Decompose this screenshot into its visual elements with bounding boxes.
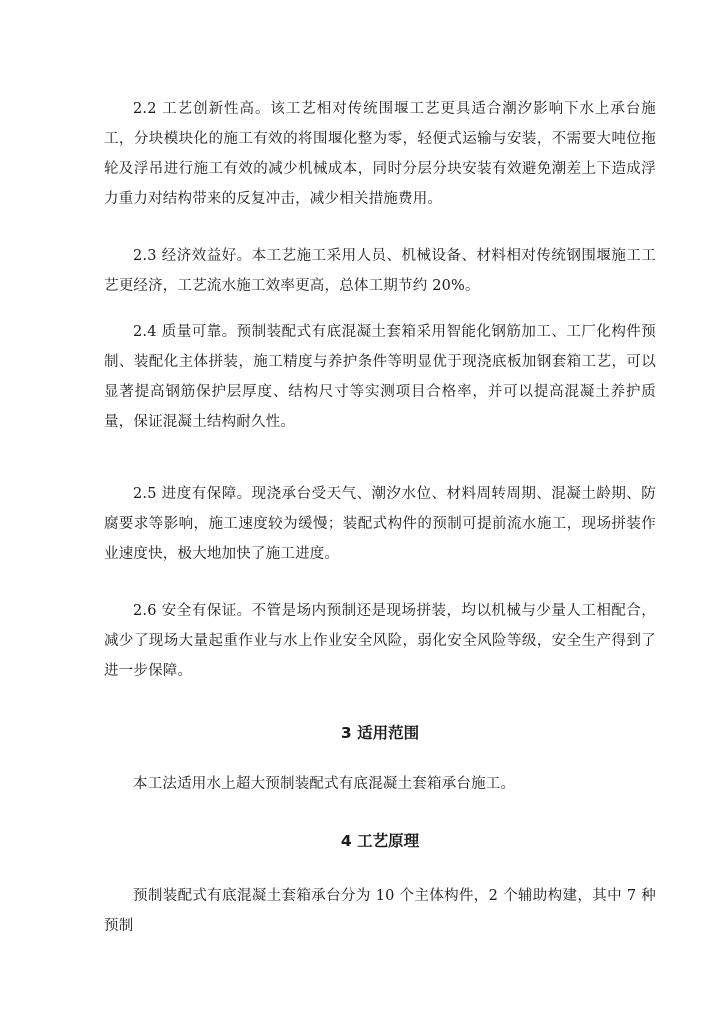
section-heading-3: 3 适用范围 <box>340 724 420 742</box>
paragraph-2-2: 2.2 工艺创新性高。该工艺相对传统围堰工艺更具适合潮汐影响下水上承台施工，分块模块化的施工有效的将围堰化整为零，轻便式运输与安装，不需要大吨位拖轮及浮吊进行施工有效的减少机械成本，同时分层分块安装有效避免潮差上下造成浮力重力对结构带来的反复冲击，减少相关措施费用。 <box>104 101 656 207</box>
paragraph-2-4: 2.4 质量可靠。预制装配式有底混凝土套箱采用智能化钢筋加工、工厂化构件预制、装配化主体拼装，施工精度与养护条件等明显优于现浇底板加钢套箱工艺，可以显著提高钢筋保护层厚度、结构尺寸等实测项目合格率，并可以提高混凝土养护质量，保证混凝土结构耐久性。 <box>104 324 656 430</box>
section-heading-4: 4 工艺原理 <box>340 832 420 850</box>
paragraph-2-6: 2.6 安全有保证。不管是场内预制还是现场拼装，均以机械与少量人工相配合，减少了现场大量起重作业与水上作业安全风险，弱化安全风险等级，安全生产得到了进一步保障。 <box>104 603 656 679</box>
paragraph-2-5: 2.5 进度有保障。现浇承台受天气、潮汐水位、材料周转周期、混凝土龄期、防腐要求等影响，施工速度较为缓慢；装配式构件的预制可提前流水施工，现场拼装作业速度快，极大地加快了施工进度。 <box>104 486 656 562</box>
paragraph-scope: 本工法适用水上超大预制装配式有底混凝土套箱承台施工。 <box>133 776 516 792</box>
paragraph-2-3: 2.3 经济效益好。本工艺施工采用人员、机械设备、材料相对传统钢围堰施工工艺更经济，工艺流水施工效率更高，总体工期节约 20%。 <box>104 248 656 294</box>
paragraph-principle: 预制装配式有底混凝土套箱承台分为 10 个主体构件，2 个辅助构建，其中 7 种预制 <box>104 888 656 934</box>
